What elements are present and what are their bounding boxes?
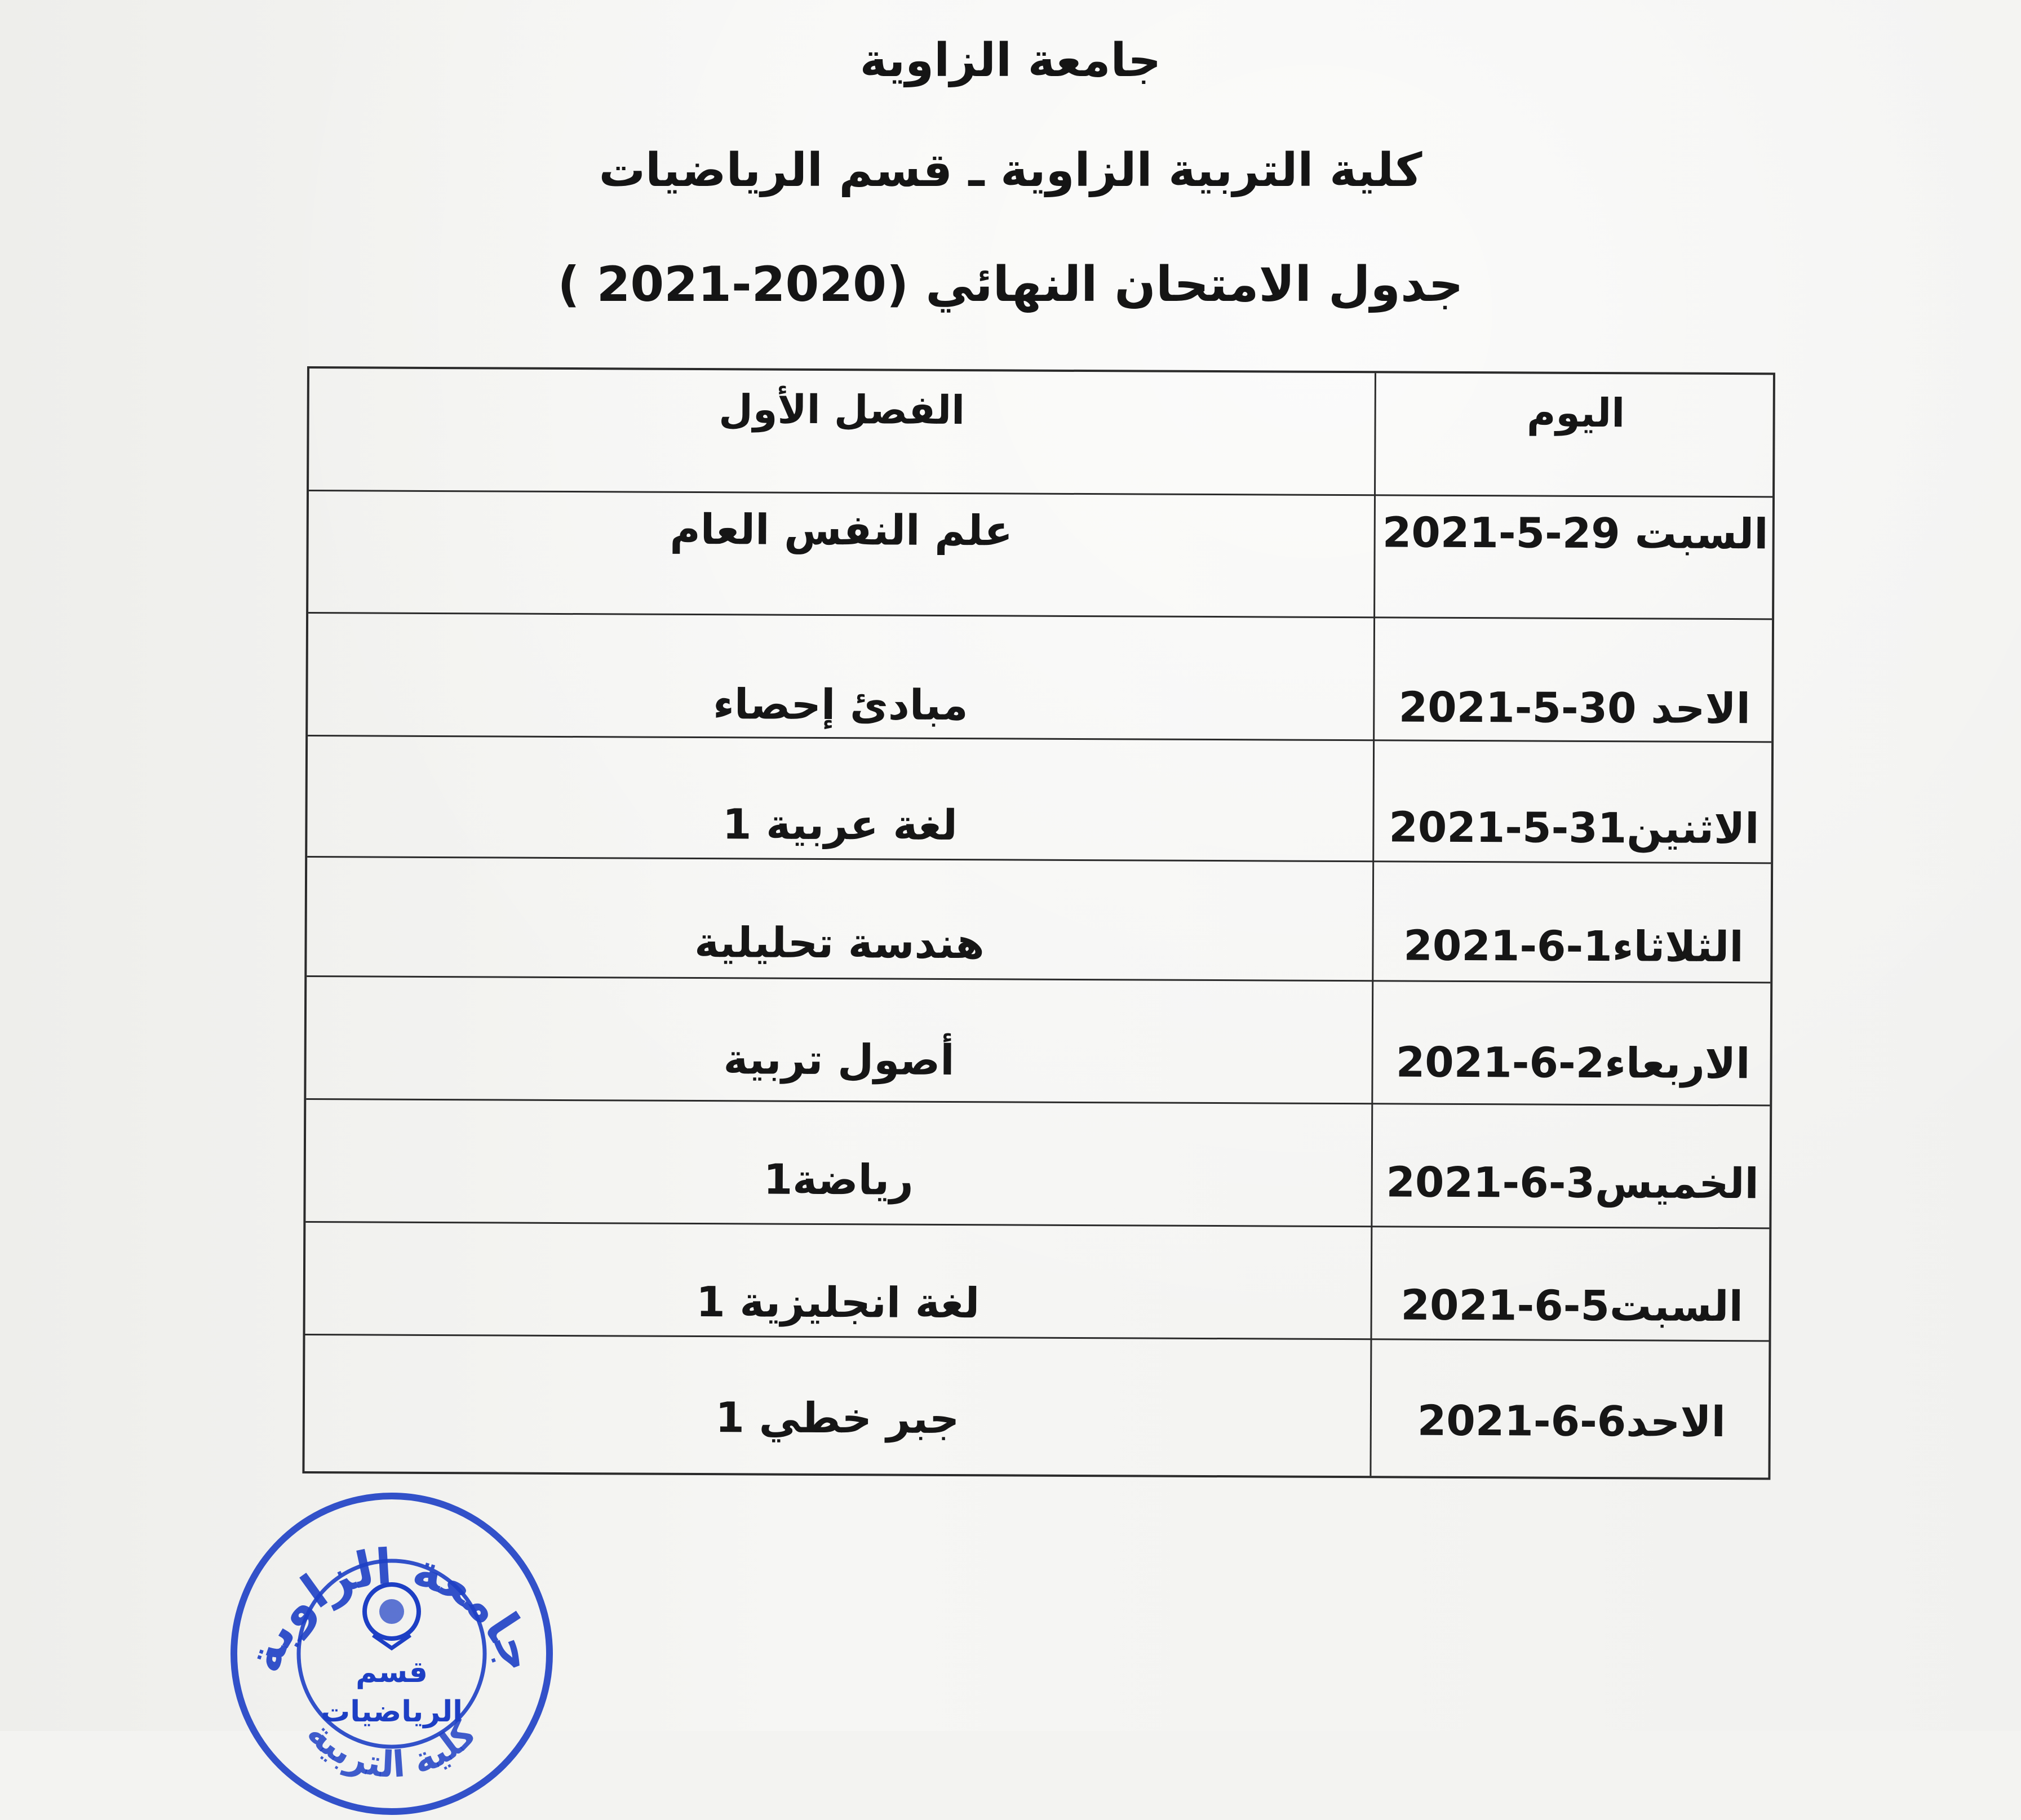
day-cell: الاربعاء2-6-2021: [1395, 1038, 1750, 1089]
table-row: [305, 1221, 1770, 1340]
day-cell: الاثنين31-5-2021: [1389, 803, 1759, 854]
day-cell: الاحد 30-5-2021: [1398, 683, 1751, 734]
subject-cell: مبادئ إحصاء: [712, 680, 968, 730]
day-cell: السبت5-6-2021: [1400, 1281, 1744, 1331]
stamp-center-line2: الرياضيات: [320, 1695, 463, 1729]
table-header-row: [309, 369, 1773, 496]
day-cell: الاحد6-6-2021: [1417, 1396, 1726, 1446]
subject-cell: لغة عربية 1: [722, 800, 958, 850]
subject-cell: علم النفس العام: [670, 505, 1013, 556]
day-cell: الخميس3-6-2021: [1386, 1158, 1759, 1209]
schedule-title: جدول الامتحان النهائي (2020-2021 ): [557, 256, 1464, 313]
subject-cell: رياضة1: [763, 1155, 914, 1205]
table-row: [307, 735, 1771, 862]
exam-schedule-table: [302, 366, 1775, 1480]
day-cell: السبت 29-5-2021: [1382, 508, 1769, 559]
table-row: [304, 1334, 1769, 1480]
department-stamp: [225, 1488, 558, 1820]
table-row: [307, 856, 1771, 982]
subject-cell: جبر خطي 1: [715, 1393, 960, 1444]
header-first-semester: الفصل الأول: [719, 386, 965, 434]
stamp-outer-text: جامعة الزاوية: [235, 1538, 548, 1680]
faculty-department: كلية التربية الزاوية ـ قسم الرياضيات: [599, 144, 1422, 197]
table-row: [308, 612, 1772, 741]
stamp-center-line1: قسم: [356, 1655, 428, 1689]
day-cell: الثلاثاء1-6-2021: [1403, 921, 1744, 972]
table-row: [305, 1098, 1770, 1227]
subject-cell: أصول تربية: [723, 1035, 955, 1085]
table-row: [306, 975, 1770, 1104]
table-row: [308, 490, 1772, 618]
stamp-lower-text: كلية التربية: [298, 1712, 485, 1786]
header-day: اليوم: [1526, 389, 1625, 437]
subject-cell: هندسة تحليلية: [694, 918, 985, 969]
subject-cell: لغة انجليزية 1: [696, 1278, 980, 1328]
university-name: جامعة الزاوية: [859, 34, 1162, 87]
